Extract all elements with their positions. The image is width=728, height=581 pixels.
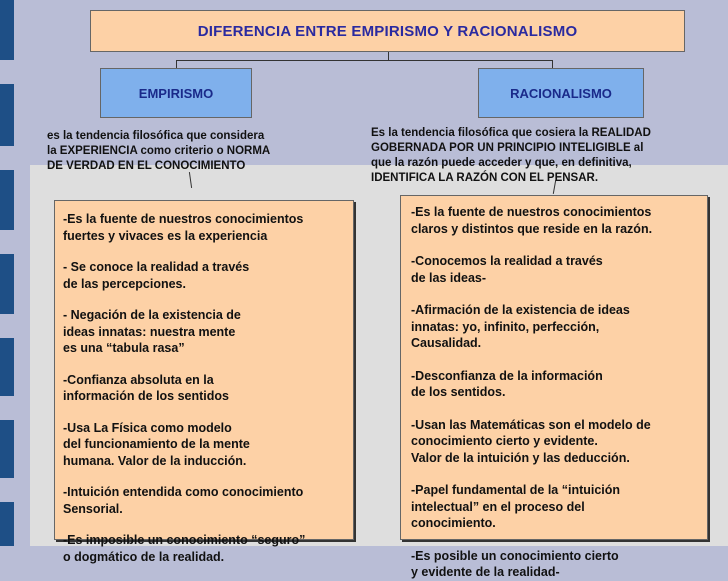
title-box (90, 10, 685, 52)
stripe (0, 420, 14, 478)
racionalismo-definition: Es la tendencia filosófica que cosiera la REALIDAD GOBERNADA POR UN PRINCIPIO INTELIGIBLE al que la razón puede acceder y que, en definitiva, IDENTIFICA LA RAZÓN CON EL PENSAR. (371, 127, 651, 184)
stripe (0, 502, 14, 546)
list-item: - Negación de la existencia de ideas innatas: nuestra mente es una “tabula rasa” (63, 308, 241, 355)
list-item: -Es posible un conocimiento cierto y evidente de la realidad- (411, 548, 619, 579)
left-decorative-stripes (0, 0, 22, 546)
stripe (0, 170, 14, 230)
list-item: -Papel fundamental de la “intuición intelectual” en el proceso del conocimiento. (411, 483, 621, 530)
list-item: - Se conoce la realidad a través de las percepciones. (63, 260, 250, 291)
list-item: -Usan las Matemáticas son el modelo de conocimiento cierto y evidente. Valor de la intuición y las deducción. (411, 417, 651, 465)
connector-line (552, 60, 553, 68)
empirismo-header-box (100, 68, 252, 118)
racionalismo-label: RACIONALISMO (510, 85, 612, 101)
list-item: -Es la fuente de nuestros conocimientos claros y distintos que reside en la razón. (411, 205, 653, 236)
stripe (0, 84, 14, 146)
stripe (0, 338, 14, 396)
empirismo-definition: es la tendencia filosófica que considera la EXPERIENCIA como criterio o NORMA DE VERDAD EN EL CONOCIMIENTO (47, 130, 271, 172)
empirismo-label: EMPIRISMO (138, 85, 214, 101)
racionalismo-header-box (478, 68, 644, 118)
stripe (0, 0, 14, 60)
connector-line (176, 60, 177, 68)
empirismo-characteristics-box (54, 200, 354, 564)
connector-line (176, 60, 552, 61)
racionalismo-characteristics-box (400, 195, 708, 579)
stripe (0, 254, 14, 314)
diagram-title: DIFERENCIA ENTRE EMPIRISMO Y RACIONALISMO (197, 22, 578, 40)
list-item: -Conocemos la realidad a través de las ideas- (411, 254, 603, 285)
list-item: -Desconfianza de la información de los sentidos. (411, 368, 603, 399)
list-item: -Intuición entendida como conocimiento Sensorial. (63, 485, 304, 516)
list-item: -Confianza absoluta en la información de los sentidos (63, 372, 229, 403)
list-item: -Es imposible un conocimiento “seguro” o dogmático de la realidad. (63, 533, 306, 564)
list-item: -Afirmación de la existencia de ideas innatas: yo, infinito, perfección, Causalidad. (411, 303, 630, 350)
list-item: -Es la fuente de nuestros conocimientos fuertes y vivaces es la experiencia (63, 212, 304, 243)
list-item: -Usa La Física como modelo del funcionamiento de la mente humana. Valor de la inducción. (63, 420, 250, 468)
